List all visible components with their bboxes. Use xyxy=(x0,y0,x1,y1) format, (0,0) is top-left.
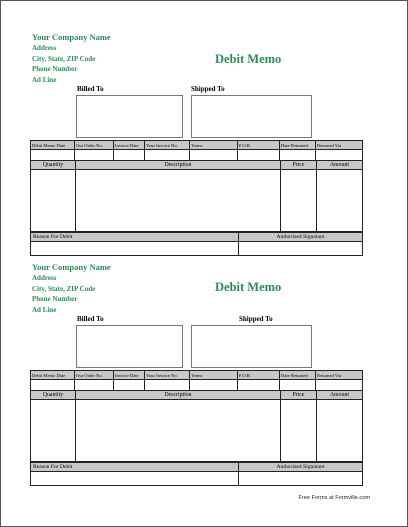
amount-column[interactable] xyxy=(317,391,362,461)
memo-title: Debit Memo xyxy=(215,280,282,294)
column-label: Quantity xyxy=(42,162,64,168)
info-label: Returned Via xyxy=(317,143,342,148)
info-label: Date Returned xyxy=(281,373,308,378)
company-phone: Phone Number xyxy=(32,295,78,303)
company-ad-line: Ad Line xyxy=(32,305,57,314)
invoice-date-cell[interactable] xyxy=(114,141,145,160)
invoice-date-cell[interactable] xyxy=(114,371,145,390)
company-city: City, State, ZIP Code xyxy=(32,284,96,293)
shipped-to-box[interactable] xyxy=(191,325,312,368)
amount-column[interactable] xyxy=(317,161,362,231)
company-ad-line: Ad Line xyxy=(32,75,57,84)
quantity-column[interactable] xyxy=(31,391,76,461)
info-label: Our Order No. xyxy=(76,143,103,148)
info-label: Our Order No. xyxy=(76,373,103,378)
info-label: Debit Memo Date xyxy=(32,373,66,378)
memo-footer-table xyxy=(30,462,363,486)
info-label: Terms xyxy=(191,373,203,378)
terms-cell[interactable] xyxy=(190,141,238,160)
company-name: Your Company Name xyxy=(32,32,111,42)
shipped-to-label: Shipped To xyxy=(239,315,273,323)
column-label: Price xyxy=(292,162,305,168)
debit-memo-date-cell[interactable] xyxy=(31,371,75,390)
shipped-to-label: Shipped To xyxy=(191,85,225,93)
company-block xyxy=(32,31,111,85)
returned-via-cell[interactable] xyxy=(316,141,362,160)
column-label: Amount xyxy=(329,162,349,168)
reason-label: Reason For Debit xyxy=(33,234,73,240)
company-address: Address xyxy=(32,44,57,52)
column-label: Description xyxy=(164,162,192,168)
info-label: F.O.B. xyxy=(239,143,252,148)
your-invoice-no-cell[interactable] xyxy=(145,141,190,160)
price-column[interactable] xyxy=(281,391,317,461)
our-order-no-cell[interactable] xyxy=(75,371,114,390)
date-returned-cell[interactable] xyxy=(280,371,316,390)
reason-label: Reason For Debit xyxy=(33,464,73,470)
date-returned-cell[interactable] xyxy=(280,141,316,160)
billed-to-label: Billed To xyxy=(77,315,104,323)
billed-to-label: Billed To xyxy=(77,85,104,93)
column-label: Quantity xyxy=(42,392,64,398)
order-info-table xyxy=(30,140,363,161)
company-phone: Phone Number xyxy=(32,65,78,73)
order-info-table xyxy=(30,370,363,391)
your-invoice-no-cell[interactable] xyxy=(145,371,190,390)
price-column[interactable] xyxy=(281,161,317,231)
quantity-column[interactable] xyxy=(31,161,76,231)
description-column[interactable] xyxy=(76,161,281,231)
reason-for-debit-cell[interactable] xyxy=(31,463,239,485)
info-label: F.O.B. xyxy=(239,373,252,378)
signature-label: Authorized Signature xyxy=(276,464,325,470)
info-label: Invoice Date xyxy=(115,143,139,148)
line-items-table xyxy=(30,391,363,462)
company-block xyxy=(32,261,111,315)
description-column[interactable] xyxy=(76,391,281,461)
info-label: Returned Via xyxy=(317,373,342,378)
fob-cell[interactable] xyxy=(238,141,280,160)
info-label: Your Invoice No. xyxy=(146,143,178,148)
column-label: Description xyxy=(164,392,192,398)
company-name: Your Company Name xyxy=(32,262,111,272)
column-label: Amount xyxy=(329,392,349,398)
info-label: Your Invoice No. xyxy=(146,373,178,378)
info-label: Terms xyxy=(191,143,203,148)
our-order-no-cell[interactable] xyxy=(75,141,114,160)
info-label: Invoice Date xyxy=(115,373,139,378)
fob-cell[interactable] xyxy=(238,371,280,390)
company-city: City, State, ZIP Code xyxy=(32,54,96,63)
signature-label: Authorized Signature xyxy=(276,234,325,240)
memo-title: Debit Memo xyxy=(215,52,282,66)
billed-to-box[interactable] xyxy=(76,325,183,368)
line-items-table xyxy=(30,161,363,232)
returned-via-cell[interactable] xyxy=(316,371,362,390)
debit-memo-date-cell[interactable] xyxy=(31,141,75,160)
debit-memo-1 xyxy=(1,1,408,261)
shipped-to-box[interactable] xyxy=(191,95,312,138)
info-label: Debit Memo Date xyxy=(32,143,66,148)
company-address: Address xyxy=(32,274,57,282)
footer-credit: Free Forms at Formville.com xyxy=(298,495,370,501)
column-label: Price xyxy=(292,392,305,398)
billed-to-box[interactable] xyxy=(76,95,183,138)
info-label: Date Returned xyxy=(281,143,308,148)
debit-memo-2 xyxy=(1,231,408,491)
terms-cell[interactable] xyxy=(190,371,238,390)
